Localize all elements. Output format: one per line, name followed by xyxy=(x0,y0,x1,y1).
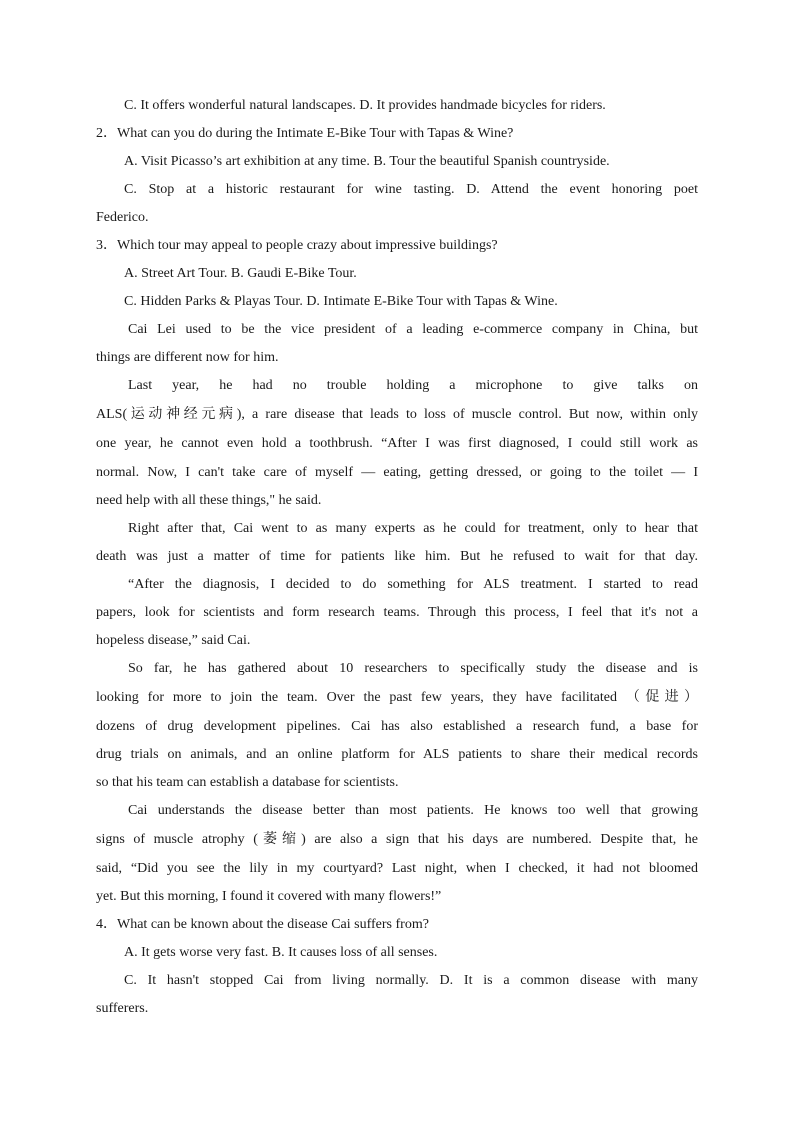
passage-p2-line1: Last year, he had no trouble holding a microphone to give talks on xyxy=(128,378,698,393)
passage-p1-line1: Cai Lei used to be the vice president of a leading e-commerce company in China, but xyxy=(128,322,698,337)
passage-p5-line2: looking for more to join the team. Over the past few years, they have facilitated （促进） xyxy=(96,690,698,705)
q1-options-cd: C. It offers wonderful natural landscapes. D. It provides handmade bicycles for riders. xyxy=(124,98,606,113)
q4-options-cd: C. It hasn't stopped Cai from living normally. D. It is a common disease with many xyxy=(124,973,698,988)
passage-p4-line1: “After the diagnosis, I decided to do something for ALS treatment. I started to read xyxy=(128,577,698,592)
passage-p5-line1: So far, he has gathered about 10 researchers to specifically study the disease and is xyxy=(128,661,698,676)
passage-p1-line2: things are different now for him. xyxy=(96,350,279,365)
q4-stem: 4．What can be known about the disease Cai suffers from? xyxy=(96,917,429,932)
passage-p6-line2: signs of muscle atrophy (萎缩) are also a sign that his days are numbered. Despite that, he xyxy=(96,832,698,847)
passage-p6-line4: yet. But this morning, I found it covered with many flowers!” xyxy=(96,889,442,904)
exam-page xyxy=(96,92,698,1023)
passage-p4-line2: papers, look for scientists and form research teams. Through this process, I feel that it's not a xyxy=(96,605,698,620)
passage-p6-line3: said, “Did you see the lily in my courtyard? Last night, when I checked, it had not bloomed xyxy=(96,861,698,876)
q3-stem: 3．Which tour may appeal to people crazy about impressive buildings? xyxy=(96,238,498,253)
q4-options-ab: A. It gets worse very fast. B. It causes loss of all senses. xyxy=(124,945,438,960)
passage-p6-line1: Cai understands the disease better than most patients. He knows too well that growing xyxy=(128,803,698,818)
q2-options-cd: C. Stop at a historic restaurant for wine tasting. D. Attend the event honoring poet xyxy=(124,182,698,197)
passage-p2-line4: normal. Now, I can't take care of myself — eating, getting dressed, or going to the toilet — I xyxy=(96,465,698,480)
passage-p2-line3: one year, he cannot even hold a toothbrush. “After I was first diagnosed, I could still work as xyxy=(96,436,698,451)
passage-p4-line3: hopeless disease,” said Cai. xyxy=(96,633,251,648)
q2-stem: 2．What can you do during the Intimate E-Bike Tour with Tapas & Wine? xyxy=(96,126,514,141)
q3-options-ab: A. Street Art Tour. B. Gaudi E-Bike Tour. xyxy=(124,266,357,281)
passage-p3-line1: Right after that, Cai went to as many experts as he could for treatment, only to hear that xyxy=(128,521,698,536)
passage-p5-line4: drug trials on animals, and an online platform for ALS patients to share their medical records xyxy=(96,747,698,762)
q2-options-ab: A. Visit Picasso’s art exhibition at any time. B. Tour the beautiful Spanish countryside. xyxy=(124,154,610,169)
q3-options-cd: C. Hidden Parks & Playas Tour. D. Intimate E-Bike Tour with Tapas & Wine. xyxy=(124,294,558,309)
passage-p5-line5: so that his team can establish a database for scientists. xyxy=(96,775,399,790)
passage-p5-line3: dozens of drug development pipelines. Cai has also established a research fund, a base for xyxy=(96,719,698,734)
passage-p3-line2: death was just a matter of time for patients like him. But he refused to wait for that day. xyxy=(96,549,698,564)
passage-p2-line2: ALS(运动神经元病), a rare disease that leads to loss of muscle control. But now, within only xyxy=(96,407,698,422)
q4-options-cd-cont: sufferers. xyxy=(96,1001,149,1016)
q2-options-cd-cont: Federico. xyxy=(96,210,149,225)
passage-p2-line5: need help with all these things," he said. xyxy=(96,493,322,508)
